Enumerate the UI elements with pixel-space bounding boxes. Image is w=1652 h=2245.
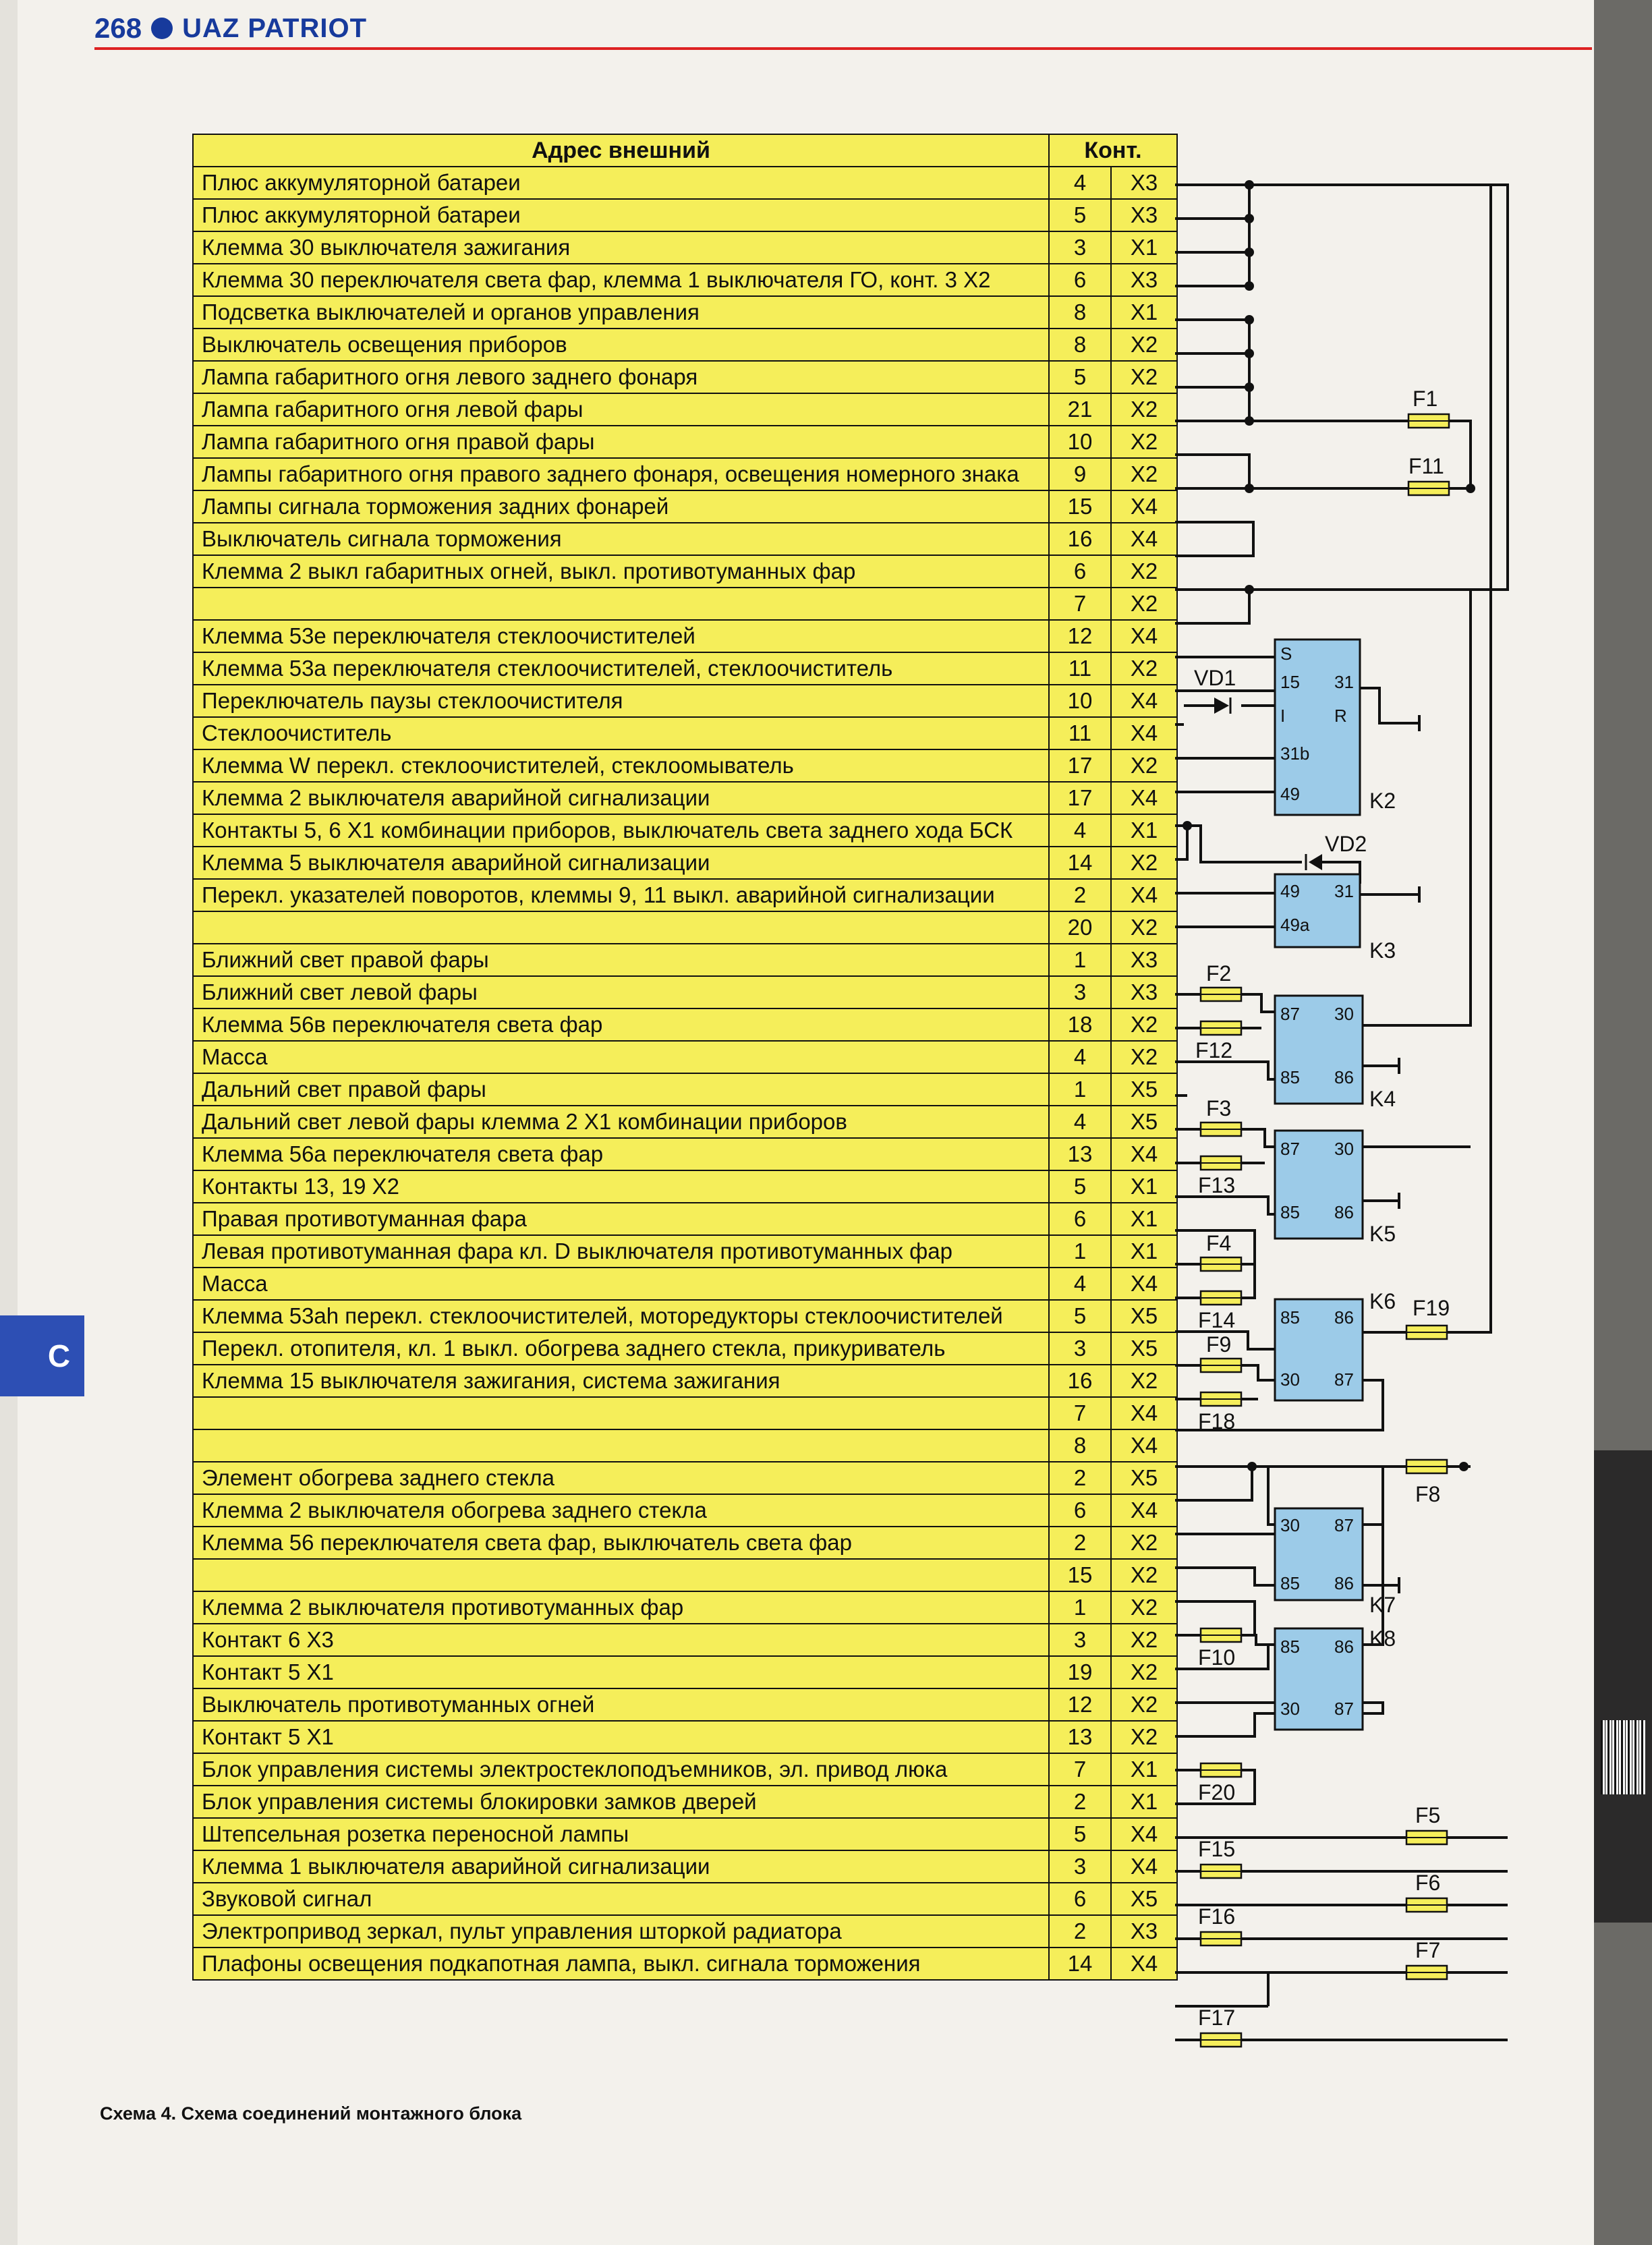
fuse-label: F2 <box>1206 961 1232 986</box>
pin-cell: 7 <box>1049 1397 1111 1429</box>
fuse-f11 <box>1408 454 1449 495</box>
wire <box>1175 1713 1275 1736</box>
pin-cell: 5 <box>1049 1170 1111 1203</box>
connector-cell: X2 <box>1111 329 1177 361</box>
connector-cell: X3 <box>1111 264 1177 296</box>
pin-cell: 15 <box>1049 490 1111 523</box>
pin-cell: 10 <box>1049 426 1111 458</box>
fuse-f9 <box>1201 1332 1241 1372</box>
connector-cell: X4 <box>1111 1850 1177 1883</box>
pin-cell: 1 <box>1049 1591 1111 1624</box>
connector-cell: X4 <box>1111 523 1177 555</box>
fuse-label: F20 <box>1198 1780 1236 1804</box>
fuse-f15 <box>1198 1837 1241 1878</box>
wire <box>1390 1058 1399 1074</box>
relay-label: K3 <box>1369 938 1396 963</box>
fuse-f19 <box>1406 1296 1450 1339</box>
relay-pin-label: 86 <box>1334 1307 1354 1328</box>
fuse-f2 <box>1201 961 1241 1001</box>
relay-pin-label: 49a <box>1280 915 1310 935</box>
address-cell: Переключатель паузы стеклоочистителя <box>193 685 1049 717</box>
relay-pin-label: 87 <box>1334 1699 1354 1719</box>
address-cell: Контакт 5 X1 <box>193 1721 1049 1753</box>
fuse-label: F17 <box>1198 2006 1236 2030</box>
connector-cell: X2 <box>1111 1559 1177 1591</box>
relay-pin-label: 87 <box>1334 1515 1354 1535</box>
pin-cell: 4 <box>1049 1106 1111 1138</box>
address-cell: Плюс аккумуляторной батареи <box>193 167 1049 199</box>
pin-cell: 2 <box>1049 1527 1111 1559</box>
diode-vd2-icon <box>1309 854 1322 870</box>
address-cell: Клемма 1 выключателя аварийной сигнализации <box>193 1850 1049 1883</box>
wire <box>1175 1568 1275 1585</box>
connector-cell: X1 <box>1111 231 1177 264</box>
pin-cell: 6 <box>1049 264 1111 296</box>
relay-pin-label: 86 <box>1334 1067 1354 1087</box>
address-cell: Лампа габаритного огня левого заднего фонаря <box>193 361 1049 393</box>
address-cell: Выключатель освещения приборов <box>193 329 1049 361</box>
pin-cell: 2 <box>1049 1786 1111 1818</box>
fuse-label: F1 <box>1413 387 1438 411</box>
address-cell: Элемент обогрева заднего стекла <box>193 1462 1049 1494</box>
address-cell: Лампы сигнала торможения задних фонарей <box>193 490 1049 523</box>
connector-cell: X4 <box>1111 1818 1177 1850</box>
fuse-label: F3 <box>1206 1096 1232 1120</box>
pin-cell: 19 <box>1049 1656 1111 1688</box>
relay-pin-label: 49 <box>1280 784 1300 804</box>
address-cell: Подсветка выключателей и органов управления <box>193 296 1049 329</box>
fuse-label: F7 <box>1415 1938 1441 1962</box>
address-cell: Правая противотуманная фара <box>193 1203 1049 1235</box>
pin-cell: 3 <box>1049 1332 1111 1365</box>
fuse-label: F6 <box>1415 1871 1441 1895</box>
relay-pin-label: 31b <box>1280 743 1310 764</box>
connector-cell: X2 <box>1111 555 1177 588</box>
connector-cell: X5 <box>1111 1300 1177 1332</box>
pin-cell: 11 <box>1049 652 1111 685</box>
junction-dot <box>1245 315 1254 324</box>
address-cell: Клемма 53е переключателя стеклоочистителей <box>193 620 1049 652</box>
connector-cell: X1 <box>1111 1170 1177 1203</box>
relay-label: K6 <box>1369 1289 1396 1313</box>
fuse-f14 <box>1198 1291 1241 1332</box>
fuse-label: F4 <box>1206 1231 1232 1255</box>
pin-cell: 3 <box>1049 1850 1111 1883</box>
fuse-label: F12 <box>1195 1038 1233 1062</box>
connector-cell: X4 <box>1111 1397 1177 1429</box>
address-cell: Масса <box>193 1041 1049 1073</box>
relay-pin-label: 87 <box>1280 1139 1300 1159</box>
address-cell: Ближний свет левой фары <box>193 976 1049 1008</box>
connector-cell: X2 <box>1111 749 1177 782</box>
connector-cell: X2 <box>1111 426 1177 458</box>
connector-cell: X3 <box>1111 944 1177 976</box>
connector-cell: X4 <box>1111 782 1177 814</box>
pin-cell: 10 <box>1049 685 1111 717</box>
address-cell: Дальний свет левой фары клемма 2 X1 комбинации приборов <box>193 1106 1049 1138</box>
pin-cell: 4 <box>1049 167 1111 199</box>
pin-cell: 21 <box>1049 393 1111 426</box>
address-cell: Лампы габаритного огня правого заднего фонаря, освещения номерного знака <box>193 458 1049 490</box>
relay-label: K4 <box>1369 1087 1396 1111</box>
wire <box>1360 688 1410 723</box>
pin-cell: 8 <box>1049 1429 1111 1462</box>
pin-cell: 5 <box>1049 1300 1111 1332</box>
pin-cell: 5 <box>1049 361 1111 393</box>
pin-cell: 3 <box>1049 231 1111 264</box>
fuse-f16 <box>1198 1904 1241 1945</box>
connector-cell: X4 <box>1111 717 1177 749</box>
relay-label: K5 <box>1369 1222 1396 1246</box>
fuse-label: F15 <box>1198 1837 1236 1861</box>
address-cell: Контакт 6 X3 <box>193 1624 1049 1656</box>
pin-cell: 20 <box>1049 911 1111 944</box>
connector-cell: X3 <box>1111 976 1177 1008</box>
connector-cell: X2 <box>1111 1591 1177 1624</box>
address-cell: Перекл. отопителя, кл. 1 выкл. обогрева заднего стекла, прикуриватель <box>193 1332 1049 1365</box>
fuse-label: F16 <box>1198 1904 1236 1929</box>
address-cell: Выключатель противотуманных огней <box>193 1688 1049 1721</box>
address-cell: Клемма 30 переключателя света фар, клемма 1 выключателя ГО, конт. 3 X2 <box>193 264 1049 296</box>
pin-cell: 1 <box>1049 1073 1111 1106</box>
fuse-label: F18 <box>1198 1409 1236 1433</box>
address-cell: Плюс аккумуляторной батареи <box>193 199 1049 231</box>
address-cell: Клемма 2 выключателя обогрева заднего стекла <box>193 1494 1049 1527</box>
page-number: 268 <box>94 12 142 44</box>
connector-cell: X4 <box>1111 1494 1177 1527</box>
fuse-label: F9 <box>1206 1332 1232 1357</box>
connector-cell: X5 <box>1111 1332 1177 1365</box>
fuse-label: F10 <box>1198 1645 1236 1670</box>
pin-cell: 13 <box>1049 1138 1111 1170</box>
address-cell: Клемма 2 выкл габаритных огней, выкл. противотуманных фар <box>193 555 1049 588</box>
connector-cell: X2 <box>1111 1624 1177 1656</box>
pin-cell: 6 <box>1049 1883 1111 1915</box>
relay-k3 <box>1275 874 1396 963</box>
connector-cell: X1 <box>1111 814 1177 847</box>
relay-pin-label: 86 <box>1334 1202 1354 1222</box>
junction-dot <box>1245 180 1254 190</box>
connector-cell: X4 <box>1111 879 1177 911</box>
connector-cell: X3 <box>1111 1915 1177 1948</box>
address-cell: Клемма 56а переключателя света фар <box>193 1138 1049 1170</box>
connector-cell: X4 <box>1111 620 1177 652</box>
connector-cell: X5 <box>1111 1073 1177 1106</box>
junction-dot <box>1466 484 1475 493</box>
diode-vd1-label: VD1 <box>1194 666 1236 690</box>
address-cell: Масса <box>193 1268 1049 1300</box>
fuse-f3 <box>1201 1096 1241 1136</box>
connector-cell: X2 <box>1111 1527 1177 1559</box>
header-contact: Конт. <box>1049 134 1177 167</box>
connector-cell: X2 <box>1111 1656 1177 1688</box>
connector-cell: X2 <box>1111 1721 1177 1753</box>
pin-cell: 9 <box>1049 458 1111 490</box>
address-cell: Клемма 56 переключателя света фар, выключатель света фар <box>193 1527 1049 1559</box>
fuse-label: F19 <box>1413 1296 1450 1320</box>
address-cell: Клемма 15 выключателя зажигания, система зажигания <box>193 1365 1049 1397</box>
pin-cell: 1 <box>1049 944 1111 976</box>
junction-dot <box>1245 585 1254 594</box>
junction-dot <box>1245 349 1254 358</box>
junction-dots <box>1183 180 1475 1471</box>
fuse-f17 <box>1198 2006 1241 2047</box>
fuse-label: F13 <box>1198 1173 1236 1197</box>
wire <box>1187 826 1302 862</box>
relay-k2 <box>1275 640 1396 815</box>
pin-cell: 6 <box>1049 1203 1111 1235</box>
junction-dot <box>1245 382 1254 392</box>
address-cell: Лампа габаритного огня правой фары <box>193 426 1049 458</box>
relay-pin-label: 85 <box>1280 1573 1300 1593</box>
connector-cell: X4 <box>1111 685 1177 717</box>
wire <box>1175 590 1249 623</box>
pin-cell: 2 <box>1049 879 1111 911</box>
wire <box>1175 1062 1275 1079</box>
pin-cell: 17 <box>1049 782 1111 814</box>
pin-cell: 6 <box>1049 555 1111 588</box>
relay-pin-label: 31 <box>1334 672 1354 692</box>
connector-cell: X2 <box>1111 1688 1177 1721</box>
connector-cell: X1 <box>1111 1235 1177 1268</box>
fuse-f8 <box>1406 1460 1447 1506</box>
relay-pin-label: 30 <box>1280 1369 1300 1390</box>
connector-cell: X2 <box>1111 1008 1177 1041</box>
pin-cell: 5 <box>1049 1818 1111 1850</box>
relay-pin-label: S <box>1280 644 1292 664</box>
connector-cell: X4 <box>1111 1268 1177 1300</box>
junction-dot <box>1245 248 1254 257</box>
address-cell: Блок управления системы электростеклоподъемников, эл. привод люка <box>193 1753 1049 1786</box>
connector-cell: X4 <box>1111 1948 1177 1980</box>
wire <box>1390 1193 1399 1209</box>
connector-cell: X1 <box>1111 296 1177 329</box>
address-cell: Клемма 56в переключателя света фар <box>193 1008 1049 1041</box>
relay-pin-label: 49 <box>1280 881 1300 901</box>
address-cell: Контакты 5, 6 X1 комбинации приборов, выключатель света заднего хода БСК <box>193 814 1049 847</box>
connector-cell: X3 <box>1111 167 1177 199</box>
fuse-f10 <box>1198 1628 1241 1670</box>
connector-cell: X5 <box>1111 1106 1177 1138</box>
connector-cell: X2 <box>1111 847 1177 879</box>
connector-cell: X4 <box>1111 1138 1177 1170</box>
pin-cell: 16 <box>1049 1365 1111 1397</box>
relay-label: K8 <box>1369 1626 1396 1651</box>
address-cell: Клемма 53а переключателя стеклоочистителей, стеклоочиститель <box>193 652 1049 685</box>
wire <box>1175 1467 1252 1500</box>
fuse-f20 <box>1198 1763 1241 1804</box>
connector-cell: X2 <box>1111 588 1177 620</box>
connector-cell: X2 <box>1111 1041 1177 1073</box>
address-cell: Клемма 30 выключателя зажигания <box>193 231 1049 264</box>
pin-cell: 7 <box>1049 588 1111 620</box>
pin-cell: 4 <box>1049 814 1111 847</box>
junction-dot <box>1245 484 1254 493</box>
pin-cell: 8 <box>1049 296 1111 329</box>
relay-pin-label: 87 <box>1280 1004 1300 1024</box>
relay-pin-label: 86 <box>1334 1573 1354 1593</box>
fuse-f18 <box>1198 1392 1241 1433</box>
fuse-label: F11 <box>1408 454 1444 478</box>
connector-cell: X1 <box>1111 1203 1177 1235</box>
address-cell: Лампа габаритного огня левой фары <box>193 393 1049 426</box>
pin-cell: 3 <box>1049 976 1111 1008</box>
pin-cell: 3 <box>1049 1624 1111 1656</box>
address-cell: Клемма 5 выключателя аварийной сигнализации <box>193 847 1049 879</box>
connector-cell: X2 <box>1111 911 1177 944</box>
pin-cell: 2 <box>1049 1915 1111 1948</box>
connector-cell: X4 <box>1111 490 1177 523</box>
diode-vd2-label: VD2 <box>1325 832 1367 856</box>
junction-dot <box>1245 281 1254 291</box>
address-cell: Электропривод зеркал, пульт управления шторкой радиатора <box>193 1915 1049 1948</box>
fuse-f5 <box>1406 1803 1447 1844</box>
wire <box>1175 826 1187 859</box>
relay-pin-label: I <box>1280 706 1286 726</box>
fuse-label: F14 <box>1198 1308 1236 1332</box>
connector-cell: X5 <box>1111 1883 1177 1915</box>
wire <box>1390 1577 1399 1593</box>
wire <box>1363 1525 1390 1585</box>
address-cell: Клемма 53ah перекл. стеклоочистителей, моторедукторы стеклоочистителей <box>193 1300 1049 1332</box>
address-cell: Блок управления системы блокировки замков дверей <box>193 1786 1049 1818</box>
pin-cell: 1 <box>1049 1235 1111 1268</box>
wire <box>1175 522 1253 556</box>
wire <box>1363 1467 1383 1645</box>
connector-cell: X2 <box>1111 652 1177 685</box>
address-cell: Выключатель сигнала торможения <box>193 523 1049 555</box>
connector-cell: X1 <box>1111 1786 1177 1818</box>
relay-pin-label: 85 <box>1280 1202 1300 1222</box>
relay-pin-label: 87 <box>1334 1369 1354 1390</box>
address-cell: Ближний свет правой фары <box>193 944 1049 976</box>
connector-cell: X2 <box>1111 361 1177 393</box>
junction-dot <box>1247 1462 1257 1471</box>
relay-pin-label: R <box>1334 706 1347 726</box>
pin-cell: 14 <box>1049 1948 1111 1980</box>
diode-vd1-icon <box>1214 698 1229 714</box>
pin-cell: 6 <box>1049 1494 1111 1527</box>
junction-dot <box>1183 821 1192 830</box>
pin-cell: 4 <box>1049 1041 1111 1073</box>
relay-pin-label: 30 <box>1334 1139 1354 1159</box>
fuse-f1 <box>1408 387 1449 428</box>
connector-cell: X3 <box>1111 199 1177 231</box>
address-cell: Левая противотуманная фара кл. D выключателя противотуманных фар <box>193 1235 1049 1268</box>
address-cell: Стеклоочиститель <box>193 717 1049 749</box>
pin-cell: 17 <box>1049 749 1111 782</box>
relay-pin-label: 30 <box>1334 1004 1354 1024</box>
pin-cell: 14 <box>1049 847 1111 879</box>
pin-cell: 7 <box>1049 1753 1111 1786</box>
connector-cell: X4 <box>1111 1429 1177 1462</box>
junction-dot <box>1245 214 1254 223</box>
pin-cell: 15 <box>1049 1559 1111 1591</box>
wire <box>1175 1197 1275 1214</box>
relay-label: K2 <box>1369 789 1396 813</box>
pin-cell: 11 <box>1049 717 1111 749</box>
connector-cell: X5 <box>1111 1462 1177 1494</box>
relay-label: K7 <box>1369 1593 1396 1617</box>
address-cell: Клемма 2 выключателя аварийной сигнализации <box>193 782 1049 814</box>
page-title: UAZ PATRIOT <box>182 13 368 43</box>
pin-cell: 5 <box>1049 199 1111 231</box>
fuse-f13 <box>1198 1156 1241 1197</box>
relay-pin-label: 85 <box>1280 1637 1300 1657</box>
connector-cell: X2 <box>1111 393 1177 426</box>
relay-pin-label: 30 <box>1280 1699 1300 1719</box>
address-cell: Штепсельная розетка переносной лампы <box>193 1818 1049 1850</box>
address-cell: Дальний свет правой фары <box>193 1073 1049 1106</box>
pin-cell: 18 <box>1049 1008 1111 1041</box>
fuse-f4 <box>1201 1231 1241 1271</box>
relay-pin-label: 86 <box>1334 1637 1354 1657</box>
relay-k6 <box>1275 1289 1396 1400</box>
pin-cell: 13 <box>1049 1721 1111 1753</box>
fuse-label: F8 <box>1415 1482 1441 1506</box>
address-cell: Клемма W перекл. стеклоочистителей, стеклоомыватель <box>193 749 1049 782</box>
fuse-label: F5 <box>1415 1803 1441 1827</box>
connector-cell: X1 <box>1111 1753 1177 1786</box>
fuse-f6 <box>1406 1871 1447 1912</box>
relays <box>1275 640 1396 1730</box>
address-cell: Перекл. указателей поворотов, клеммы 9, 11 выкл. аварийной сигнализации <box>193 879 1049 911</box>
header-address: Адрес внешний <box>193 134 1049 167</box>
pin-cell: 12 <box>1049 1688 1111 1721</box>
address-cell: Клемма 2 выключателя противотуманных фар <box>193 1591 1049 1624</box>
pin-cell: 4 <box>1049 1268 1111 1300</box>
fuse-f12 <box>1195 1021 1241 1062</box>
pin-cell: 2 <box>1049 1462 1111 1494</box>
wire <box>1175 1972 1508 2006</box>
address-cell: Контакт 5 X1 <box>193 1656 1049 1688</box>
connector-cell: X2 <box>1111 1365 1177 1397</box>
connector-cell: X2 <box>1111 458 1177 490</box>
relay-pin-label: 85 <box>1280 1307 1300 1328</box>
address-cell: Контакты 13, 19 X2 <box>193 1170 1049 1203</box>
relay-pin-label: 31 <box>1334 881 1354 901</box>
address-cell: Звуковой сигнал <box>193 1883 1049 1915</box>
pin-cell: 12 <box>1049 620 1111 652</box>
pin-cell: 16 <box>1049 523 1111 555</box>
relay-pin-label: 30 <box>1280 1515 1300 1535</box>
address-cell: Плафоны освещения подкапотная лампа, выкл. сигнала торможения <box>193 1948 1049 1980</box>
wire <box>1410 886 1419 903</box>
figure-caption: Схема 4. Схема соединений монтажного блока <box>100 2103 522 2124</box>
section-tab: C <box>0 1315 84 1396</box>
relay-pin-label: 15 <box>1280 672 1300 692</box>
relay-k4 <box>1275 996 1396 1111</box>
junction-dot <box>1459 1462 1469 1471</box>
fuse-f7 <box>1406 1938 1447 1979</box>
relay-pin-label: 85 <box>1280 1067 1300 1087</box>
pin-cell: 8 <box>1049 329 1111 361</box>
junction-dot <box>1245 416 1254 426</box>
wire <box>1410 715 1419 731</box>
